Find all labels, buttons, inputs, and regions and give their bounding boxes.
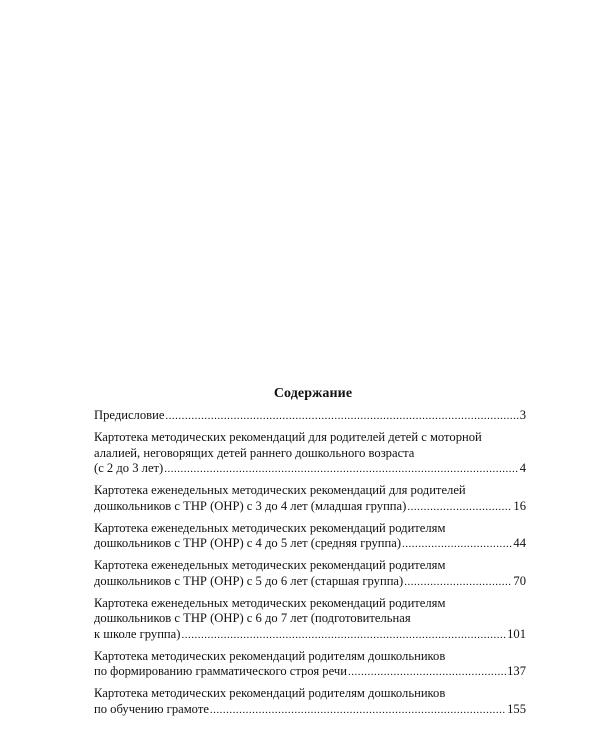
dot-leader	[164, 462, 518, 478]
toc-entry-alalia	[94, 430, 526, 478]
toc-entry-middle-group	[94, 521, 526, 553]
toc-entry-line	[94, 521, 526, 537]
toc-entry-text: Картотека еженедельных методических рекомендаций для родителей	[94, 483, 466, 497]
toc-entry-literacy	[94, 686, 526, 718]
toc-entry-title: (с 2 до 3 лет)	[94, 461, 164, 475]
toc-entry-text: Картотека методических рекомендаций родителям дошкольников	[94, 648, 446, 663]
toc-entry-title: дошкольников с ТНР (ОНР) с 4 до 5 лет (средняя группа)	[94, 536, 402, 550]
toc-entry-title: Предисловие	[94, 408, 165, 422]
dot-leader	[402, 537, 512, 553]
toc-entry-title: по обучению грамоте	[94, 701, 209, 716]
toc-entry-text: дошкольников с ТНР (ОНР) с 6 до 7 лет (подготовительная	[94, 611, 411, 625]
toc-entry-text: Картотека методических рекомендаций родителям дошкольников	[94, 686, 446, 700]
toc-page-number: 137	[507, 664, 526, 678]
toc-page-number: 155	[507, 701, 526, 716]
toc-page-number: 101	[507, 626, 526, 641]
toc-entry-title: дошкольников с ТНР (ОНР) с 3 до 4 лет (младшая группа)	[94, 498, 407, 513]
toc-entry-title: к школе группа)	[94, 626, 181, 641]
toc-entry-last-line	[94, 702, 526, 719]
toc-entry-last-line	[94, 499, 526, 516]
toc-entry-line	[94, 483, 526, 499]
toc-entry-grammar	[94, 649, 526, 681]
toc-entry-last-line	[94, 536, 526, 553]
dot-leader	[404, 575, 512, 591]
toc-entry-line	[94, 596, 526, 612]
toc-entry-line	[94, 611, 526, 627]
dot-leader	[407, 500, 512, 516]
toc-entry-preparatory-group	[94, 596, 526, 644]
table-of-contents	[94, 408, 526, 724]
dot-leader	[210, 703, 506, 719]
toc-entry-last-line	[94, 627, 526, 644]
dot-leader	[348, 665, 506, 681]
toc-entry-last-line	[94, 664, 526, 681]
toc-page-number: 3	[519, 408, 526, 422]
toc-page-number: 4	[519, 461, 526, 475]
toc-entry-text: Картотека еженедельных методических рекомендаций родителям	[94, 558, 446, 572]
toc-entry-title: дошкольников с ТНР (ОНР) с 5 до 6 лет (старшая группа)	[94, 573, 404, 588]
toc-entry-text: Картотека методических рекомендаций для родителей детей с моторной	[94, 430, 482, 444]
toc-entry-line	[94, 686, 526, 702]
toc-entry-line	[94, 558, 526, 574]
toc-entry-line	[94, 446, 526, 462]
toc-entry-line	[94, 430, 526, 446]
toc-page-number: 70	[513, 573, 526, 588]
toc-page-number: 16	[513, 498, 526, 513]
toc-entry-last-line	[94, 574, 526, 591]
toc-entry-line	[94, 649, 526, 665]
toc-page-number: 44	[513, 536, 526, 550]
toc-entry-last-line	[94, 461, 526, 478]
toc-entry-text: Картотека еженедельных методических рекомендаций родителям	[94, 520, 446, 535]
toc-entry-senior-group	[94, 558, 526, 590]
toc-entry-title: по формированию грамматического строя речи	[94, 664, 347, 678]
toc-entry-last-line	[94, 408, 526, 425]
toc-title: Содержание	[273, 386, 353, 401]
toc-entry-text: алалией, неговорящих детей раннего дошкольного возраста	[94, 445, 415, 460]
toc-entry-preface	[94, 408, 526, 425]
dot-leader	[181, 628, 506, 644]
toc-entry-text: Картотека еженедельных методических рекомендаций родителям	[94, 595, 446, 610]
dot-leader	[165, 409, 518, 425]
toc-entry-junior-group	[94, 483, 526, 515]
